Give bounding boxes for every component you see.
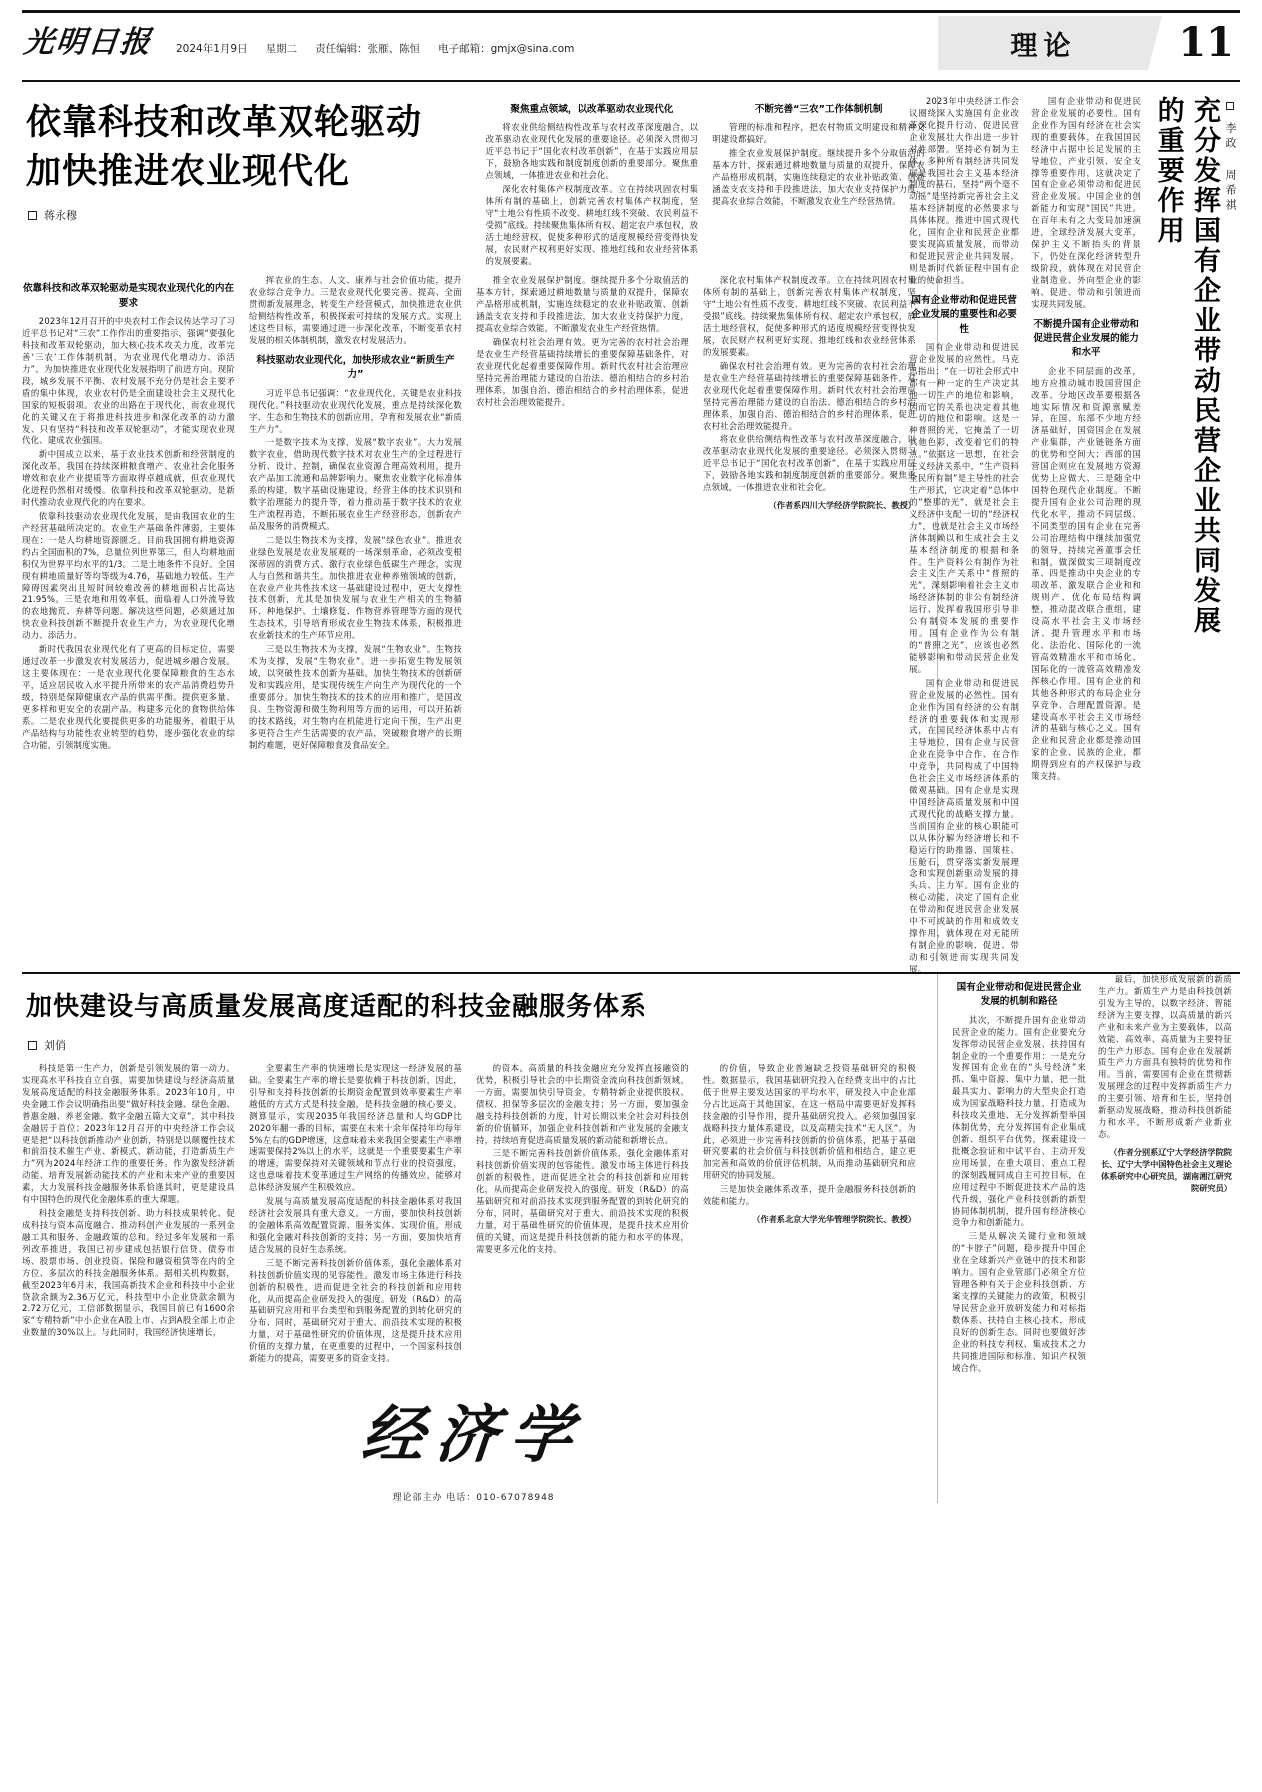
paragraph: 国有企业带动和促进民营企业发展的必然性。国有企业作为国有经济的公有制经济的重要载体和实现形式，在国民经济体系中占有主导地位，国有企业与民营企业在竞争中合作、在合作中竞争，共同构成了中国特色社会主义市场经济体系的微观基础。国有企业是实现中国经济高质量发展和中国式现代化的战略支撑力量。当前国有企业的核心职能可以从体分解为经济增长和不稳运行的助推器、国策柱、压舱石，贯穿落实新发展理念和实现创新驱动发展的排头兵、主力军。国有企业的核心动能，决定了国有企业在带动和促进民营企业发展中不可或缺的作用和成效支撑作用，就体现在对无能所有制企业的影响、促进、带动和引领进而实现共同发展。: [909, 677, 1020, 974]
paragraph: 确保农村社会治理有效。更为完善的农村社会治理是农业生产经营基础持续增长的重要保障基础条件，对农业现代化起着重要保障作用。新时代农村社会治理应坚持完善治理能力建设的自治法、德治相结合的乡村治理体系，加强自治、德治相结合的乡村治理体系，促进农村社会治理效能提升。: [703, 360, 916, 431]
subheading-mechanism-path: 国有企业带动和促进民营企业发展的机制和路径: [956, 982, 1082, 1008]
paragraph: 的价值，导致企业普遍缺乏投资基础研究的积极性。数据显示，我国基础研究投入在经费支出中的占比低于世界主要发达国家的平均水平，研发投入中企业部分占比远高于其他国家，在这一格局中需要更好发挥科技金融的引导作用，提升基础研究投入。必须加强国家战略科技力量体系建设，以及高精尖技术“无人区”。为此，必须进一步完善科技创新的价值体系，把基于基础研究要素的社会价值与科技创新价值和相结合，建立更加完善和高效的价值评估机制，从而推动基础研究和应用研究的协同发展。: [703, 1063, 916, 1181]
subheading-inner-requirement: 依靠科技和改革双轮驱动是实现农业现代化的内在要求: [22, 283, 235, 309]
paragraph: 推全农业发展保护制度。继续提升多个分取值活的基本方针，探索通过耕地数量与质量的双提升，保障农产品格形成机制，实施连续稳定的农业补贴政策、创新涵盖支农支持和手段推进法，加大农业支持保护力度，提高农业综合效能，不断激发农业生产经营热情。: [476, 275, 689, 334]
issue-date: 2024年1月9日: [176, 42, 248, 55]
paragraph: 新时代我国农业现代化有了更高的目标定位，需要通过改革一步激发农村发展活力，促进城乡融合发展。这主要体现在：一是农业现代化要保障粮食的生态水平，适应居民收入水平提升所带来的农产品消费趋势升级，特别是保障健康农产品的供需平衡。提供更多量、更多样和更安全的农副产品，构建多元化的食物供给体系。二是农业现代化要提供更多的功能服务，着眼于从产品结构与功能性农业转型的趋势，逐步强化农业的综合功能，引领制度实施。: [22, 644, 235, 750]
article-fintech: [22, 974, 938, 1503]
article2-col2: [1031, 96, 1141, 962]
bullet-square-icon: [28, 211, 37, 220]
paragraph: 国有企业带动和促进民营企业发展的必要性。国有企业作为国有经济在社会实现的重要载体，在我国国民经济中占据中长足发展的主导地位，产业引领、安全支撑等重要作用，这就决定了国有企业必须带动和促进民营企业发展。中国企业的创新能力和实现“国民”共进。在百年未有之大变局加速演进，全球经济发展大变革，保护主义不断抬头的背景下，仍处在深化经济转型升级阶段，就体现在对民营企业制造业、外向型企业的影响、促进、带动和引领进而实现共同发展。: [1031, 96, 1142, 309]
article2-columns: [909, 96, 1142, 974]
section-band: [938, 16, 1148, 70]
paragraph: 深化农村集体产权制度改革。立在持续巩固农村集体所有制的基础上，创新完善农村集体产权制度，坚守“土地公有性质不改变、耕地红线不突破、农民利益不受损”底线。持续聚焦集体所有权、超定农户承包权，放活土地经营权，促使多种形式的适度规模经营变得快发展，农民财产权利更好实现、推地红线和农业经营体系的发展要素。: [485, 184, 699, 266]
article1-col1: [22, 275, 235, 753]
paragraph: 推全农业发展保护制度。继续提升多个分取值活的基本方针，探索通过耕地数量与质量的双提升，保障农产品格形成机制，实施连续稳定的农业补贴政策、创新涵盖支农支持和手段推进法，加大农业支持保护力度，提高农业综合效能，不断激发农业生产经营热情。: [712, 148, 925, 206]
paragraph: 国有企业带动和促进民营企业发展的应然性。马克思指出：“在一切社会形式中都有一种一定的生产决定其他一切生产的地位和影响，因而它的关系也决定着其他一切的地位和影响。这是一种普照的光，它掩盖了一切其他色彩，改变着它们的特点。”依据这一思想，在社会主义经济关系中，“生产资料全民所有制”是主导性的社会生产形式，它决定着“总体中的”整那的光”，就是社会主义经济中支配一切的“经济权力”，也就是社会主义市场经济体制赖以和生成社会主义基本经济制度的根据和条件。生产资料公有制作为社会主义生产关系中“普照的光”，深刻影响着社会主义市场经济体制的非公有制经济运行、发挥着我国形引导非公有制资本发展的重要作用。国有企业作为公有制的“普照之光”，应该也必然能够影响和带动民营企业发展。: [909, 341, 1020, 674]
article1-columns: [22, 275, 925, 753]
article2-col1: [909, 96, 1020, 974]
top-articles-region: [22, 82, 1240, 974]
paragraph: 二是以生物技术为支撑，发展“绿色农业”。推进农业绿色发展是农业发展观的一场深刻革命，必须改变根深蒂固的消费方式、激行农业绿色低碳生产理念，实现人与自然和谐共生。加快推进农业种养殖领域的创新，在农业产业共性技术这一基础建设过程中，更大支撑性技术创新，尤其是加快发展与农业生产相关的生物循环、种地保护、土壤修复、作物营养管理等方面的现代生态技术，引导培育形成农业生物技术体系，积极推进农业新技术的生产环节应用。: [249, 534, 462, 641]
paragraph: 发展与高质量发展高度适配的科技金融体系对我国经济社会发展具有重大意义。一方面，要加快科技创新的金融体系高效配置资源、服务实体、实现价值，形成和强化金融对科技创新的支持；另一方面，要加快培育适合发展的良好生态系统。: [249, 1196, 462, 1254]
article3-author-note: （作者系北京大学光华管理学院院长、教授）: [752, 1214, 916, 1225]
author-name: 蒋永穆: [44, 209, 77, 223]
subheading-capability: 不断提升国有企业带动和促进民营企业发展的能力和水平: [1033, 318, 1139, 359]
article-agriculture: [22, 96, 938, 962]
masthead-right: [938, 10, 1240, 76]
article3-title: 加快建设与高质量发展高度适配的科技金融服务体系: [26, 992, 648, 1022]
paragraph: 深化农村集体产权制度改革。立在持续巩固农村集体所有制的基础上，创新完善农村集体产权制度，坚守“土地公有性质不改变、耕地红线不突破、农民利益不受损”底线。持续聚焦集体所有权、超定农户承包权，放活土地经营权，促使多种形式的适度规模经营变得快发展，农民财产权利更好实现、推地红线和农业经营体系的发展要素。: [703, 275, 916, 357]
article3-columns: [22, 1063, 925, 1367]
article3-col4: [703, 1063, 916, 1367]
email-address: 电子邮箱：gmjx@sina.com: [438, 42, 575, 55]
article-byline: [28, 207, 471, 223]
paragraph: 挥农业的生态、人文、康养与社会价值功能，提升农业综合竞争力。三是农业现代化要完善、提高、全面贯彻新发展理念，转变生产经营模式，加快推进农业供给侧结构性改革，积极探索可持续的发展方式。实现上述这些目标，需要通过进一步深化改革，不断变革农村发展的相关体制机制，激发农村发展活力。: [249, 275, 462, 346]
subheading-importance: 国有企业带动和促进民营企业发展的重要性和必要性: [911, 294, 1017, 335]
article1-col3: [476, 275, 689, 753]
calligraphy-title: 经济学: [358, 1398, 588, 1472]
paragraph: 其次，不断提升国有企业带动民营企业的能力。国有企业要充分发挥带动民营企业发展、扶持国有制企业的一个重要作用：一是充分发挥国有企业在的“头号经济”来抓、集中资源、集中力量，把一批最具实力、影响力的大型央企打造成为国家战略科技力量，打造成为科技攻关重地、无分发挥新型举国体制优势，充分发挥国有企业集成创新、组织平台优势，探索建设一批概念验证和中试平台、主动开发应用场景，在重大项目、重点工程的深刻践履同成自主可控目标，在应用过程中不断促进技术产品的迭代升级，强化产业科技创新的新型协同体制机制，提升国有经济核心竞争力和创新能力。: [952, 1014, 1086, 1228]
paragraph: 三是以生物技术为支撑，发展“生物农业”。生物技术为支撑，发展“生物农业”。进一步拓宽生物发展领域，以突破性技术创新为基础。加快生物技术的创新研发和实践应用，是实现传统生产向生产为现代化的一个重要部分。加快生物技术的技术的应用和推广，是国改良、生物资源和微生物利用等方面的运用，可以开拓新的技术路线，对生物内在机能进行定向干预，生产出更多更符合生产生活需要的农产品，突破粮食增产的长期制约难题，更好保障粮食及食品安全。: [249, 644, 462, 750]
article-soe: [909, 96, 1238, 974]
article2-author-note: （作者分别系辽宁大学经济学院院长、辽宁大学中国特色社会主义理论体系研究中心研究员，湖南湘江研究院研究员）: [1100, 1146, 1232, 1193]
paragraph: 三是不断完善科技创新价值体系，强化金融体系对科技创新价值实现的见容能性。激发市场主体进行科技创新的积极性，进而促进全社会的科技创新和应用转化，从而提高企业研发投入的强度。研发（R&D）的高基础研究应用和平台类型和到服务配置的到转化研究的分布、同时，基础研究对于重大、前沿技术实现的积极力量，对于基础性研究的价值体现，这是提升技术应用价值的支撑力量，在更重要的过程中，一个国家科技创新能力的提高，需要更多的资金支持。: [249, 1257, 462, 1364]
subheading-focus-areas: 聚焦重点领域，以改革驱动农业现代化: [510, 104, 674, 115]
article2-byline: [1222, 102, 1238, 272]
article3-head: [22, 974, 925, 1053]
masthead: [22, 10, 1240, 82]
article2-author: 李政 周希祺: [1224, 122, 1237, 214]
article2-col3: [952, 974, 1086, 1503]
paragraph: 一是数字技术为支撑，发展“数字农业”。大力发展数字农业，借助现代数字技术对农业生产的全过程进行分析、设计、控制，确保农业资源合理高效利用，提升农产品加工流通和品牌影响力。聚焦农业数字化标准体系的构建，数字基础设施建设，经营主体的技术识别和数字治理能力的提升等，着力推动基于数字技术的农业生产流程再造，不断拓展农业生产经营形态，创新农产品及服务的消费模式。: [249, 437, 462, 531]
article-title-line1: 依靠科技和改革双轮驱动: [26, 102, 423, 143]
masthead-meta: [176, 31, 574, 56]
article-title-line2: 加快推进农业现代化: [26, 150, 351, 192]
paragraph: 新中国成立以来，基于农业技术创新和经营制度的深化改革，我国在持续深耕粮食增产、农业社会化服务增效和农业产业提质等方面取得卓越成就，但农业现代化进程仍然相对缓慢。依靠科技和改革双轮驱动，是新时代推动农业现代化的内在要求。: [22, 449, 235, 508]
article1-author-note: （作者系四川大学经济学院院长、教授）: [768, 500, 916, 511]
paragraph: 三是加快金融体系改革，提升金融服务科技创新的效能和能力。: [703, 1184, 916, 1207]
paragraph: 将农业供给侧结构性改革与农村改革深度融合，以改革驱动农业现代化发展的重要途径。必须深入贯彻习近平总书记于“国化农村改革创新”，在基于实践应用层下，鼓励各地实践和制度制度创新的重要部分。聚焦重点领域，一体推进农业和社会化。: [703, 434, 916, 493]
bullet-square-icon: [1226, 102, 1234, 110]
issue-weekday: 星期二: [265, 42, 298, 55]
article2-title: 充分发挥国有企业带动民营企业共同发展的重要作用: [1152, 96, 1220, 636]
subheading-tech-driven: 科技驱动农业现代化，加快形成农业“新质生产力”: [256, 354, 455, 381]
bottom-region: [22, 974, 1240, 1503]
article2-col4: [1098, 974, 1232, 1503]
paragraph: 科技金融是支持科技创新、助力科技成果转化、促成科技与资本高度融合、推动科创产业发展的一系列金融工具和服务、金融政策的总和。经过多年发展和一系列改革推进，我国已初步建成包括银行信贷、债券市场、股票市场、创业投资、保险和融资租赁等在内的全方位、多层次的科技金融服务体系。据相关机构数据，截至2023年6月末，我国高新技术企业和科技中小企业贷款余额为2.36万亿元，科技型中小企业贷款余额为2.72万亿元，工信部数据显示，我国目前已有1600余家“专精特新”中小企业在A股上市、占到A股全部上市企业数量的30%以上。与此同时，我国经济快速增长，: [22, 1208, 235, 1338]
article1-col4-head: [712, 96, 925, 269]
article3-byline: [28, 1037, 925, 1053]
article2-continued: [938, 974, 1238, 1503]
paragraph: 依靠科技驱动农业现代化发展，是由我国农业的生产经营基础所决定的。农业生产基础条件薄弱，主要体现在：一是人均耕地资源匮乏。目前我国拥有耕地资源约占全国面积的7%，总量位列世界第三，但人均耕地面积仅为世界平均水平的1/3。二是土地条件不良好。全国现有耕地质量好等均等级为4.76，基础地力较低、生产障碍因素突出且短时间较难改善的耕地面积占比高达21.95%。三是农地和用效率低，面临着人口外流导致的农地抛荒、弃耕等问题。解决这些问题，必须通过加快农业科技创新不断提升农业生产力，为农业现代化增动力、添活力。: [22, 510, 235, 641]
paragraph: 习近平总书记强调：“农业现代化，关键是农业科技现代化。”科技驱动农业现代化发展，重点是持续深化数字、生态和生物技术的创新应用，孕育和发展农业“新质生产力”。: [249, 387, 462, 434]
paragraph: 管理的标准和程序，把农村物质文明建设和精神文明建设都搞好。: [712, 122, 925, 145]
page-footer: 理论部主办 电话：010-67078948: [392, 1493, 555, 1504]
article3-author: 刘俏: [44, 1039, 66, 1052]
subheading-mechanism: 不断完善“三农”工作体制机制: [754, 104, 883, 115]
article1-col2: [249, 275, 462, 753]
paragraph: 将农业供给侧结构性改革与农村改革深度融合，以改革驱动农业现代化发展的重要途径。必须深入贯彻习近平总书记于“国化农村改革创新”，在基于实践应用层下，鼓励各地实践和制度制度创新的重要部分。聚焦重点领域，一体推进农业和社会化。: [485, 122, 699, 181]
paragraph: 三是从解决关键行业和领域的“卡脖子”问题，稳步提升中国企业在全球新兴产业链中的技术和影响力。国有企业管部门必须全方位管理各种有关于企业科技创新、方案支撑的关键能力的政策，积极引导民营企业开放研发能力和对标指数体系、扶持自主核心技术，形成良好的创新生态。同时也要做好涉企业的科技专利权、集成技术之力共同推进国际和标准、知识产权领域合作。: [952, 1231, 1086, 1373]
paragraph: 2023年中央经济工作会议圈绕深入实施国有企业改革深化提升行动、促进民营企业发展壮大作出进一步针对性部署。坚持必有制为主体、多种所有制经济共同发展是我国社会主义基本经济制度的基石，坚持“两个毫不动摇”是坚持新完善社会主义基本经济制度的必然要求与具体体现。推进中国式现代化，国有企业和民营企业都要实现高质量发展，而带动和促进民营企业共同发展，则是新时代新征程中国有企业的使命担当。: [909, 96, 1020, 285]
paragraph: 2023年12月召开的中央农村工作会议传达学习了习近平总书记对“三农”工作作出的重要指示，强调“要强化科技和改革双轮驱动，加大核心技术攻关力度，改革完善‘三农’工作体制机制，为农业现代化增动力、添活力”。为加快推进农业现代化发展指明了前进方向。现阶段，城乡发展不平衡、农村发展不充分仍是社会主要矛盾的集中体现，农业农村仍是全面建设社会主义现代化国家的短板弱项。农业的出路在于现代化，而农业现代化的关键又在于将推进科技进步和深化改革的动力激发、只有坚持“科技和改革双轮驱动”，才能实现农业现代化、建成农业强国。: [22, 316, 235, 446]
responsible-editor: 责任编辑：张雁、陈恒: [315, 42, 421, 55]
bullet-square-icon: [28, 1041, 37, 1050]
paragraph: 三是不断完善科技创新价值体系，强化金融体系对科技创新价值实现的包容能性。激发市场主体进行科技创新的积极性，进而促进全社会的科技创新和应用转化，从而提高企业研发投入的强度。研发（R&D）的高基础研究和对前沿技术实现到服务配置的到转化研究的分布，同时，基础研究对于重大、前沿技术实现的积极力量，对于基础性研究的价值体现，是提升技术应用价值的关键，而这是提升科技创新的能力和水平的体现，需要更多元化的支持。: [476, 1148, 689, 1254]
article3-col2: [249, 1063, 462, 1367]
article3-col3: [476, 1063, 689, 1367]
article1-col4: [703, 275, 916, 753]
top-rule: [22, 10, 1240, 13]
paragraph: 企业不同层面的改革，地方应推动城市股国营国企改革。分地区改革要根据各地实际情况和资源禀赋差异，在国、东部不少地方经济基础好，国资国企在发展产业集群，产业链链条方面的优势和空间大；西部的国营国企则应在发展地方资源优势上应做大、三是随全中国特色现代企业制度。不断提升国有企业公司治理的现代化水平，推动不同层级、不同类型的国有企业在完善公司治理结构中继续加强党的领导，持续完善董事会任和制，做深做实三项制度改革、四是推动中央企业的专项改革、激发联合企业和和规则产、优化布局结构调整，推动混改联合重组，建设高水平社会主义市场经济、提升管理水平和市场化、法治化、国际化的一流管高效精准水平和市场化、国际化的一流管高效精准发挥核心作用。国有企业的和其他各种形式的布局企业分享竞争、合理配置资源。是建设高水平社会主义市场经济的基础与核心之义。国有企业和民营企业都是推动国家的企业、民族的企业，都期得到应有的产权保护与政策支持。: [1031, 365, 1142, 782]
paragraph: 确保农村社会治理有效。更为完善的农村社会治理是农业生产经营基础持续增长的重要保障基础条件，对农业现代化起着重要保障作用。新时代农村社会治理应坚持完善治理能力建设的自治法、德治相结合的乡村治理体系，加强自治、德治相结合的乡村治理体系，促进农村社会治理效能提升。: [476, 337, 689, 407]
newspaper-logo: 光明日报: [22, 25, 154, 60]
article3-col1: [22, 1063, 235, 1367]
paragraph: 全要素生产率的快速增长是实现这一经济发展的基础。全要素生产率的增长是要依赖于科技创新，因此，引导和支持科技创新的长期资金配置到效率要素生产率越低的方式方式是科技金融，是科技金融的核心要义。测算显示，实现2035年我国经济总量和人均GDP比2020年翻一番的目标，需要在未来十余年保持年均每年5%左右的GDP增速，这意味着未来我国全要素生产率增速需要保持2%以上的水平，这就是一个重要要素生产率的增速，需要保持对关键领域和节点行业的投资强度，这也意味着技术变革通过生产网络的传播效应，能够对总体经济发展产生积极效应。: [249, 1063, 462, 1193]
paragraph: 科技是第一生产力，创新是引领发展的第一动力。实现高水平科技自立自强，需要加快建设与经济高质量发展高度适配的科技金融服务体系。2023年10月，中央金融工作会议明确指出要“做好科技金融、绿色金融、普惠金融、养老金融、数字金融五篇大文章”，其中科技金融居于首位；2023年12月召开的中央经济工作会议更是把“以科技创新推动产业创新，特别是以颠覆性技术和前沿技术催生产业、新模式、新动能，打造新质生产力”列为2024年经济工作的重要任务。作为激发经济新动能、培育发展新动能技术的产业和未来产业的重要因素，大力发展科技金融服务体系恰逢其时，更是建设具有中国特色的现代化金融体系的重大课题。: [22, 1063, 235, 1205]
section-title: 理论: [1010, 30, 1077, 62]
page-number: 11: [1178, 19, 1234, 66]
paragraph: 最后，加快形成发展新的新质生产力。新质生产力是由科技创新引发为主导的，以数字经济、智能经济为主要支撑，以高质量的新兴产业和未来产业为主要载体，以高效能、高效率、高质量为主要特征的生产力形态。国有企业在发展新质生产力方面具有独特的优势和作用。当前，需要国有企业在贯彻新发展理念的过程中发挥新质生产力的主要引领、培育和生长，坚持创新驱动发展战略，推动科技创新能力和水平，不断形成新产业新业态。: [1098, 974, 1232, 1139]
article1-col3-head: [485, 96, 698, 269]
paragraph: 的资本。高质量的科技金融应充分发挥直接融资的优势，积极引导社会的中长期资金流向科技创新领域。一方面，需要加快引导资金，专精特新企业提供股权、债权、担保等多层次的金融支持；另一方面，要加强金融支持科技创新的力度，针对长期以来全社会对科技创新的价值循环，加强企业科技创新和产业发展的金融支持，持续培育促进高质量发展的新动能和新增长点。: [476, 1063, 689, 1145]
